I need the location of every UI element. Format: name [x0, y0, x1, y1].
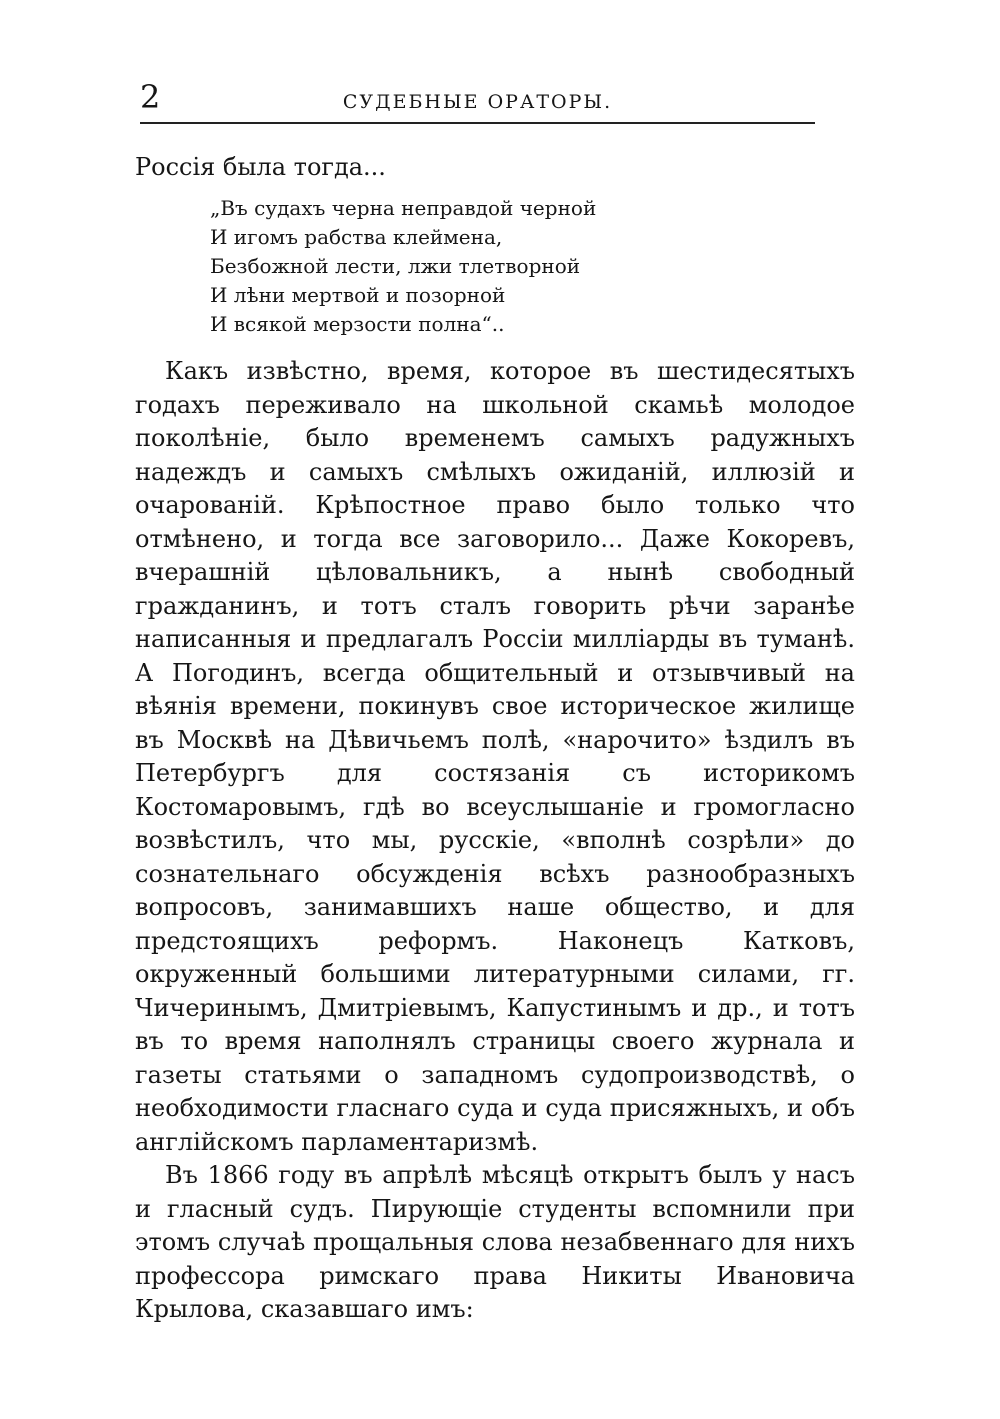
verse-line: И всякой мерзости полна“..	[210, 312, 505, 336]
page-body	[135, 150, 855, 1327]
header-rule	[140, 122, 815, 124]
verse-quote	[210, 194, 855, 339]
verse-line: И лѣни мертвой и позорной	[210, 283, 506, 307]
intro-line: Россія была тогда...	[135, 153, 386, 181]
paragraph: Въ 1866 году въ апрѣлѣ мѣсяцѣ открытъ былъ у насъ и гласный судъ. Пирующіе студенты вспомнили при этомъ случаѣ прощальныя слова незабвеннаго для нихъ профессора римскаго права Никиты Ивановича Крылова, сказавшаго имъ:	[135, 1161, 855, 1323]
verse-line: Безбожной лести, лжи тлетворной	[210, 254, 581, 278]
running-title: СУДЕБНЫЕ ОРАТОРЫ.	[342, 91, 613, 113]
verse-line: И игомъ рабства клеймена,	[210, 225, 503, 249]
paragraph: Какъ извѣстно, время, которое въ шестидесятыхъ годахъ переживало на школьной скамьѣ молодое поколѣніе, было временемъ самыхъ радужныхъ надеждъ и самыхъ смѣлыхъ ожиданій, иллюзій и очарованій. Крѣпостное право было только что отмѣнено, и тогда все заговорило... Даже Кокоревъ, вчерашній цѣловальникъ, а нынѣ свободный гражданинъ, и тотъ сталъ говорить рѣчи заранѣе написанныя и предлагалъ Россіи милліарды въ туманѣ. А Погодинъ, всегда общительный и отзывчивый на вѣянія времени, покинувъ свое историческое жилище въ Москвѣ на Дѣвичьемъ полѣ, «нарочито» ѣздилъ въ Петербургъ для состязанія съ историкомъ Костомаровымъ, гдѣ во всеуслышаніе и громогласно возвѣстилъ, что мы, русскіе, «вполнѣ созрѣли» до сознательнаго обсужденія всѣхъ разнообразныхъ вопросовъ, занимавшихъ наше общество, и для предстоящихъ реформъ. Наконецъ Катковъ, окруженный большими литературными силами, гг. Чичеринымъ, Дмитріевымъ, Капустинымъ и др., и тотъ въ то время наполнялъ страницы своего журнала и газеты статьями о западномъ судопроизводствѣ, о необходимости гласнаго суда и суда присяжныхъ, и объ англійскомъ парламентаризмѣ.	[135, 357, 855, 1156]
page-number: 2	[140, 78, 161, 116]
verse-line: „Въ судахъ черна неправдой черной	[210, 196, 597, 220]
page-header	[140, 80, 815, 126]
